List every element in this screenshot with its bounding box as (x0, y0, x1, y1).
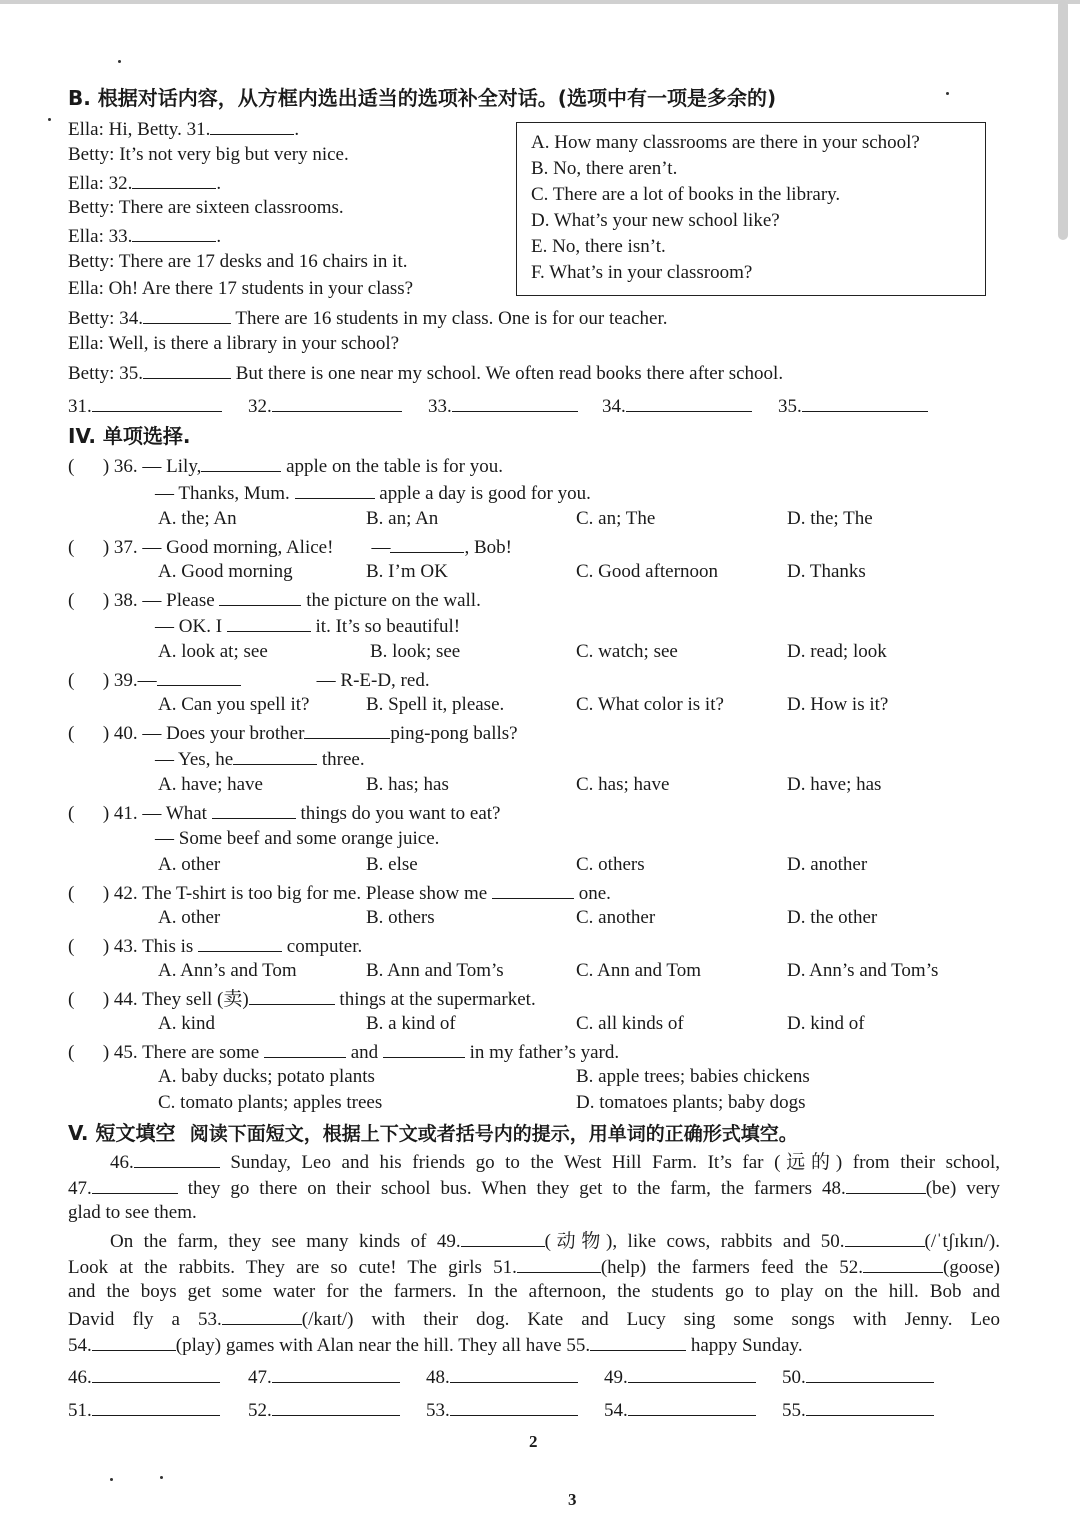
option-b: B. look; see (370, 641, 461, 662)
option-b: B. Spell it, please. (366, 694, 505, 715)
question-number: ) 39. (102, 670, 138, 691)
answer-number: 49. (604, 1367, 628, 1388)
answer-blank[interactable] (452, 393, 578, 412)
question-41-line-2: — Some beef and some orange juice. (155, 828, 440, 849)
dialogue-text: There are sixteen classrooms. (118, 197, 344, 218)
dialogue-text: Oh! Are there 17 students in your class? (108, 278, 414, 299)
answer-blank[interactable] (806, 1397, 934, 1416)
blank[interactable] (390, 534, 464, 553)
answer-number: 46. (68, 1367, 92, 1388)
dialogue-text: 32. (108, 173, 133, 194)
blank-31[interactable] (210, 116, 294, 135)
answer-blank[interactable] (272, 393, 402, 412)
question-text: , Bob! (464, 537, 512, 558)
dialogue-line-9 (68, 332, 399, 356)
speaker: Ella: (68, 119, 104, 140)
option-d: D. kind of (787, 1013, 865, 1034)
answer-35 (778, 393, 928, 419)
answer-blank[interactable] (628, 1397, 756, 1416)
passage-text: 54. (68, 1335, 92, 1356)
option-c: C. has; have (576, 774, 670, 795)
answer-34 (602, 393, 752, 419)
blank-53[interactable] (222, 1306, 302, 1325)
passage-text: (/ˈtʃɪkɪn/). (924, 1231, 1000, 1252)
dialogue-punct: . (216, 173, 222, 194)
question-text: one. (578, 883, 611, 904)
question-number: ) 38. (102, 590, 138, 611)
speaker: Ella: (68, 226, 104, 247)
dialogue-text: But there is one near my school. We often read books there after school. (235, 363, 784, 384)
question-number: ) 41. (102, 803, 138, 824)
speaker: Ella: (68, 278, 104, 299)
dialogue-line-1 (68, 116, 299, 142)
answer-paren[interactable]: ( (68, 456, 75, 477)
passage-text: (goose) (943, 1257, 1000, 1278)
question-text: — What (142, 803, 207, 824)
option-a: A. Good morning (158, 561, 293, 582)
option-b: B. others (366, 907, 435, 928)
answer-blank[interactable] (272, 1364, 400, 1383)
dialogue-punct: . (216, 226, 222, 247)
question-41 (68, 800, 500, 826)
answer-paren[interactable]: ( (68, 537, 75, 558)
blank-54[interactable] (92, 1332, 176, 1351)
question-text: They sell (卖) (142, 989, 249, 1010)
answer-paren[interactable]: ( (68, 803, 75, 824)
passage-text: they go there on their school bus. When they get to the farm, the farmers 48. (187, 1178, 846, 1199)
answer-paren[interactable]: ( (68, 989, 75, 1010)
answer-number: 53. (426, 1400, 450, 1421)
question-38 (68, 587, 481, 613)
option-a: A. the; An (158, 508, 237, 529)
option-c: C. another (576, 907, 656, 928)
option-a: A. How many classrooms are there in your school? (531, 132, 920, 153)
section-iv-heading: IV. 单项选择. (68, 424, 191, 448)
question-text: apple a day is good for you. (379, 483, 591, 504)
passage-text: (play) games with Alan near the hill. They all have 55. (175, 1335, 591, 1356)
passage-text: Sunday, Leo and his friends go to the West Hill Farm. It’s far (远的) from their school, (230, 1152, 1000, 1173)
answer-51 (68, 1397, 220, 1423)
question-38-line-2 (155, 613, 460, 639)
answer-paren[interactable]: ( (68, 883, 75, 904)
question-number: ) 36. (102, 456, 138, 477)
section-v-heading: V. 短文填空 (68, 1121, 176, 1145)
answer-52 (248, 1397, 400, 1423)
answer-paren[interactable]: ( (68, 590, 75, 611)
answer-number: 47. (248, 1367, 272, 1388)
passage-text: 46. (110, 1152, 134, 1173)
dialogue-line-6 (68, 250, 407, 274)
question-text: — Good morning, Alice! (142, 537, 334, 558)
dialogue-line-8 (68, 305, 668, 331)
question-text: — R-E-D, red. (316, 670, 430, 691)
question-text: and (350, 1042, 379, 1063)
speaker: Betty: (68, 251, 115, 272)
passage-text: (help) the farmers feed the 52. (600, 1257, 864, 1278)
option-c: C. all kinds of (576, 1013, 684, 1034)
option-a: A. kind (158, 1013, 215, 1034)
blank[interactable] (383, 1039, 465, 1058)
question-42 (68, 880, 611, 906)
answer-31 (68, 393, 222, 419)
question-text: the picture on the wall. (306, 590, 481, 611)
answer-blank[interactable] (272, 1397, 400, 1416)
answer-48 (426, 1364, 578, 1390)
option-a: A. other (158, 907, 221, 928)
question-45 (68, 1039, 619, 1065)
dialogue-text: There are 16 students in my class. One is for our teacher. (235, 308, 668, 329)
answer-number: 32. (248, 396, 272, 417)
passage-text: David fly a 53. (68, 1309, 222, 1330)
question-43 (68, 933, 362, 959)
answer-blank[interactable] (628, 1364, 756, 1383)
dialogue-text: Well, is there a library in your school? (108, 333, 400, 354)
answer-paren[interactable]: ( (68, 723, 75, 744)
question-39 (68, 667, 430, 693)
passage-line-3: glad to see them. (68, 1202, 197, 1223)
dialogue-line-5 (68, 223, 221, 249)
option-d: D. have; has (787, 774, 882, 795)
scan-speck (118, 60, 121, 63)
question-text: three. (321, 749, 365, 770)
option-c: C. tomato plants; apples trees (158, 1092, 383, 1113)
option-d: D. another (787, 854, 868, 875)
option-e: E. No, there isn’t. (531, 236, 666, 257)
answer-number: 54. (604, 1400, 628, 1421)
blank-55[interactable] (590, 1332, 686, 1351)
dialogue-line-7 (68, 277, 413, 301)
question-text: things at the supermarket. (339, 989, 536, 1010)
option-d: D. What’s your new school like? (531, 210, 780, 231)
passage-line-5 (68, 1254, 1000, 1280)
option-b: B. else (366, 854, 418, 875)
dialogue-text: Hi, Betty. 31. (108, 119, 211, 140)
question-number: ) 42. (102, 883, 138, 904)
answer-number: 31. (68, 396, 92, 417)
option-c: C. others (576, 854, 645, 875)
passage-text: Look at the rabbits. They are so cute! The girls 51. (68, 1257, 517, 1278)
question-number: ) 40. (102, 723, 138, 744)
passage-line-1 (110, 1149, 1000, 1175)
passage-text: On the farm, they see many kinds of 49. (110, 1231, 461, 1252)
section-v-instruction: 阅读下面短文，根据上下文或者括号内的提示，用单词的正确形式填空。 (189, 1123, 798, 1145)
passage-line-7 (68, 1306, 1000, 1332)
option-c: C. What color is it? (576, 694, 724, 715)
answer-number: 51. (68, 1400, 92, 1421)
option-a: A. Can you spell it? (158, 694, 310, 715)
question-number: ) 45. (102, 1042, 138, 1063)
option-a: A. other (158, 854, 221, 875)
section-b-heading: B. 根据对话内容，从方框内选出适当的选项补全对话。(选项中有一项是多余的) (68, 86, 777, 110)
question-text: — Please (142, 590, 215, 611)
option-d: D. Thanks (787, 561, 866, 582)
passage-text: happy Sunday. (690, 1335, 803, 1356)
blank[interactable] (249, 986, 335, 1005)
blank-32[interactable] (132, 170, 216, 189)
question-text: computer. (286, 936, 363, 957)
option-b: B. apple trees; babies chickens (576, 1066, 810, 1087)
scan-speck (160, 1476, 163, 1479)
option-b: B. No, there aren’t. (531, 158, 678, 179)
option-d: D. the other (787, 907, 878, 928)
dialogue-text: 33. (108, 226, 133, 247)
question-text: — Lily, (142, 456, 202, 477)
blank[interactable] (264, 1039, 346, 1058)
question-text: — Yes, he (155, 749, 234, 770)
answer-number: 33. (428, 396, 452, 417)
question-number: ) 44. (102, 989, 138, 1010)
blank[interactable] (212, 800, 296, 819)
blank[interactable] (198, 933, 282, 952)
option-d: D. Ann’s and Tom’s (787, 960, 939, 981)
blank[interactable] (201, 453, 281, 472)
answer-32 (248, 393, 402, 419)
option-a: A. baby ducks; potato plants (158, 1066, 375, 1087)
passage-text: (be) very (925, 1178, 1000, 1199)
option-c: C. Good afternoon (576, 561, 718, 582)
question-text: — Does your brother (142, 723, 305, 744)
question-36-line-2 (155, 480, 591, 506)
dialogue-text: There are 17 desks and 16 chairs in it. (118, 251, 408, 272)
dialogue-punct: . (294, 119, 300, 140)
blank-35[interactable] (143, 360, 231, 379)
passage-text: 47. (68, 1178, 92, 1199)
blank-51[interactable] (517, 1254, 601, 1273)
answer-33 (428, 393, 578, 419)
question-text: apple on the table is for you. (286, 456, 503, 477)
answer-55 (782, 1397, 934, 1423)
answer-paren[interactable]: ( (68, 1042, 75, 1063)
question-number: ) 37. (102, 537, 138, 558)
blank-33[interactable] (132, 223, 216, 242)
passage-line-4 (110, 1228, 1000, 1254)
answer-number: 50. (782, 1367, 806, 1388)
answer-49 (604, 1364, 756, 1390)
answer-blank[interactable] (806, 1364, 934, 1383)
question-40-line-2 (155, 746, 365, 772)
scan-speck (946, 92, 949, 95)
blank-52[interactable] (863, 1254, 943, 1273)
dialogue-text: It’s not very big but very nice. (119, 144, 349, 165)
option-a: A. look at; see (158, 641, 268, 662)
blank-50[interactable] (845, 1228, 925, 1247)
blank-49[interactable] (461, 1228, 545, 1247)
scan-speck (110, 1478, 113, 1481)
answer-blank[interactable] (450, 1364, 578, 1383)
option-b: B. Ann and Tom’s (366, 960, 504, 981)
answer-54 (604, 1397, 756, 1423)
question-40 (68, 720, 518, 746)
option-b: B. a kind of (366, 1013, 456, 1034)
speaker: Betty: (68, 308, 115, 329)
passage-text: (/kaɪt/) with their dog. Kate and Lucy sing some songs with Jenny. Leo (301, 1309, 1000, 1330)
question-44 (68, 986, 536, 1012)
answer-paren[interactable]: ( (68, 936, 75, 957)
answer-paren[interactable]: ( (68, 670, 75, 691)
answer-number: 55. (782, 1400, 806, 1421)
question-text: — OK. I (155, 616, 223, 637)
option-f: F. What’s in your classroom? (531, 262, 753, 283)
dialogue-text: 35. (119, 363, 143, 384)
question-text: it. It’s so beautiful! (315, 616, 461, 637)
blank[interactable] (227, 613, 311, 632)
scrollbar[interactable] (1058, 0, 1068, 240)
question-text: ping-pong balls? (390, 723, 518, 744)
speaker: Ella: (68, 333, 104, 354)
answer-blank[interactable] (626, 393, 752, 412)
question-36 (68, 453, 503, 479)
option-c: C. Ann and Tom (576, 960, 701, 981)
option-d: D. How is it? (787, 694, 889, 715)
question-number: ) 43. (102, 936, 138, 957)
section-v-header (68, 1121, 798, 1147)
speaker: Betty: (68, 144, 115, 165)
option-d: D. tomatoes plants; baby dogs (576, 1092, 806, 1113)
option-a: A. have; have (158, 774, 263, 795)
question-text: — (371, 537, 391, 558)
page-number-3: 3 (568, 1490, 577, 1509)
passage-line-6: and the boys get some water for the farmers. In the afternoon, the students go to play on the hill. Bob and (68, 1281, 1000, 1302)
answer-50 (782, 1364, 934, 1390)
answer-blank[interactable] (802, 393, 928, 412)
answer-46 (68, 1364, 220, 1390)
question-text: There are some (142, 1042, 260, 1063)
scan-speck (48, 118, 51, 121)
question-text: This is (142, 936, 194, 957)
speaker: Betty: (68, 363, 115, 384)
answer-47 (248, 1364, 400, 1390)
option-a: A. Ann’s and Tom (158, 960, 297, 981)
blank[interactable] (492, 880, 574, 899)
question-text: — (137, 670, 157, 691)
dialogue-line-10 (68, 360, 783, 386)
passage-line-8 (68, 1332, 803, 1358)
speaker: Ella: (68, 173, 104, 194)
option-d: D. read; look (787, 641, 887, 662)
dialogue-line-4 (68, 196, 344, 220)
question-text: things do you want to eat? (300, 803, 501, 824)
blank[interactable] (233, 746, 317, 765)
passage-line-2 (68, 1175, 1000, 1201)
speaker: Betty: (68, 197, 115, 218)
answer-number: 48. (426, 1367, 450, 1388)
blank[interactable] (157, 667, 241, 686)
passage-text: (动物), like cows, rabbits and 50. (544, 1231, 845, 1252)
dialogue-line-2 (68, 143, 349, 167)
answer-53 (426, 1397, 578, 1423)
answer-blank[interactable] (450, 1397, 578, 1416)
answer-blank[interactable] (92, 393, 222, 412)
question-text: in my father’s yard. (469, 1042, 620, 1063)
blank[interactable] (304, 720, 390, 739)
blank-46[interactable] (134, 1149, 220, 1168)
blank[interactable] (295, 480, 375, 499)
option-c: C. watch; see (576, 641, 678, 662)
blank[interactable] (219, 587, 301, 606)
answer-blank[interactable] (92, 1364, 220, 1383)
option-b: B. has; has (366, 774, 449, 795)
answer-number: 35. (778, 396, 802, 417)
option-c: C. an; The (576, 508, 656, 529)
page-number-2: 2 (529, 1432, 538, 1451)
option-b: B. an; An (366, 508, 439, 529)
answer-number: 34. (602, 396, 626, 417)
question-37 (68, 534, 512, 560)
answer-blank[interactable] (92, 1397, 220, 1416)
blank-48[interactable] (846, 1175, 926, 1194)
question-text: The T-shirt is too big for me. Please show me (142, 883, 488, 904)
dialogue-text: 34. (119, 308, 143, 329)
option-d: D. the; The (787, 508, 873, 529)
blank-47[interactable] (92, 1175, 178, 1194)
dialogue-line-3 (68, 170, 221, 196)
option-c: C. There are a lot of books in the library. (531, 184, 841, 205)
top-bar (0, 0, 1080, 4)
option-b: B. I’m OK (366, 561, 448, 582)
question-text: — Thanks, Mum. (155, 483, 290, 504)
blank-34[interactable] (143, 305, 231, 324)
answer-number: 52. (248, 1400, 272, 1421)
